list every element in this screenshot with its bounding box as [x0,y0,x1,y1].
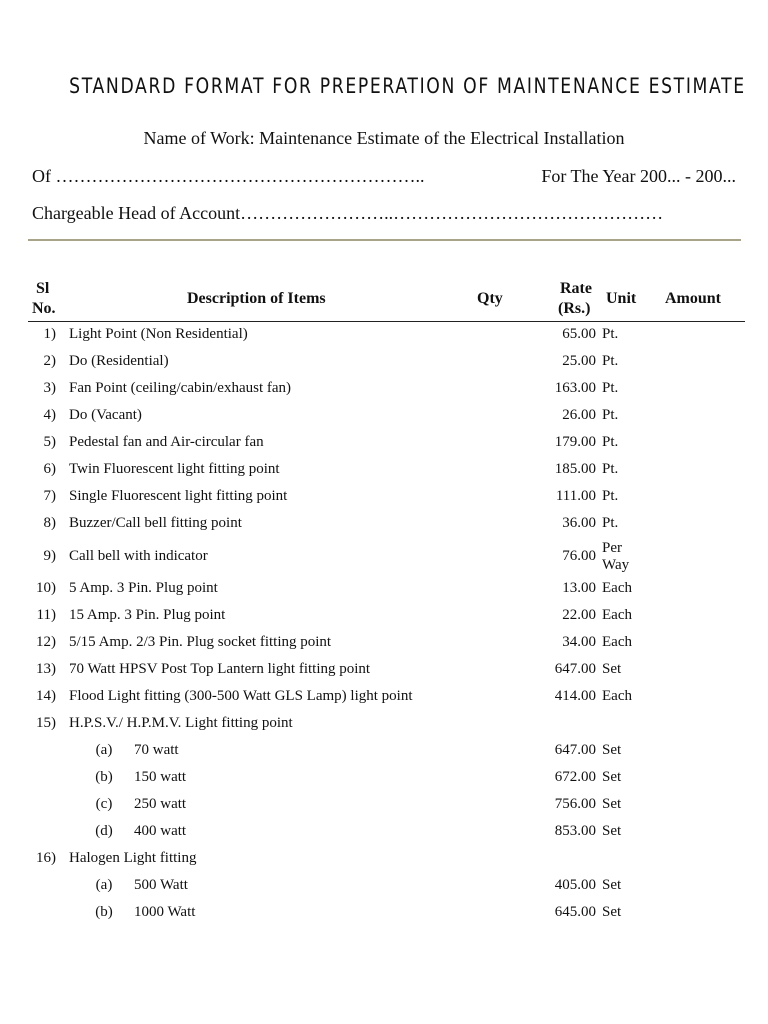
name-of-work: Name of Work: Maintenance Estimate of the Electrical Installation [143,128,625,148]
item-description: Halogen Light fitting [69,850,197,866]
item-unit: Pt. [602,488,619,504]
col-sl-line1: Sl [36,280,50,297]
item-rate: 645.00 [554,904,596,920]
item-description: Fan Point (ceiling/cabin/exhaust fan) [69,380,292,396]
row-number: 2) [43,353,56,369]
item-unit: Pt. [602,407,619,423]
item-unit-line2: Way [602,557,630,573]
col-rate-line1: Rate [560,280,592,297]
chargeable-head: Chargeable Head of Account……………………..……………………………………… [32,203,664,223]
item-rate: 76.00 [562,548,596,564]
table-row [0,407,768,427]
table-row [0,634,768,654]
item-description: 70 watt [134,742,179,758]
item-rate: 65.00 [562,326,596,342]
item-unit: Each [602,580,632,596]
table-row [0,742,768,762]
item-unit: Pt. [602,461,619,477]
table-row [0,607,768,627]
item-description: H.P.S.V./ H.P.M.V. Light fitting point [69,715,293,731]
item-unit: Pt. [602,434,619,450]
item-rate: 36.00 [562,515,596,531]
item-description: 70 Watt HPSV Post Top Lantern light fitting point [69,661,371,677]
item-unit [602,540,629,574]
item-rate: 414.00 [554,688,596,704]
table-header-rule [28,321,745,322]
item-description: Light Point (Non Residential) [69,326,248,342]
col-unit: Unit [606,290,637,307]
item-rate: 756.00 [554,796,596,812]
item-unit: Set [602,661,622,677]
table-row [0,380,768,400]
table-row [0,515,768,535]
of-label: Of …………………………………………………….. [32,166,425,186]
item-description: 500 Watt [134,877,188,893]
item-description: Do (Residential) [69,353,169,369]
item-description: 400 watt [134,823,187,839]
item-description: 150 watt [134,769,187,785]
table-row [0,580,768,600]
row-number: 1) [43,326,56,342]
item-rate: 163.00 [554,380,596,396]
item-rate: 179.00 [554,434,596,450]
item-unit: Each [602,688,632,704]
item-rate: 26.00 [562,407,596,423]
item-description: Twin Fluorescent light fitting point [69,461,280,477]
item-unit: Pt. [602,515,619,531]
item-unit: Set [602,904,622,920]
item-description: 15 Amp. 3 Pin. Plug point [69,607,226,623]
row-number: 8) [43,515,56,531]
item-rate: 13.00 [562,580,596,596]
col-description: Description of Items [187,290,326,307]
item-rate: 853.00 [554,823,596,839]
row-number: 11) [36,607,56,623]
row-number: 15) [36,715,56,731]
col-amount: Amount [665,290,722,307]
sub-item-label: (c) [95,796,113,812]
item-rate: 185.00 [554,461,596,477]
year-label: For The Year 200... - 200... [541,166,736,186]
item-rate: 111.00 [555,488,596,504]
row-number: 12) [36,634,56,650]
row-number: 4) [43,407,56,423]
item-description: Buzzer/Call bell fitting point [69,515,242,531]
item-description: 5/15 Amp. 2/3 Pin. Plug socket fitting point [69,634,332,650]
item-description: Call bell with indicator [69,548,208,564]
row-number: 6) [43,461,56,477]
item-description: 5 Amp. 3 Pin. Plug point [69,580,218,596]
table-row [0,823,768,843]
item-unit: Each [602,634,632,650]
item-unit: Set [602,769,622,785]
item-description: Flood Light fitting (300-500 Watt GLS Lamp) light point [69,688,413,704]
table-row [0,326,768,346]
col-sl-line2: No. [32,300,56,317]
table-row [0,688,768,708]
item-description: Do (Vacant) [69,407,142,423]
table-row [0,461,768,481]
table-row [0,796,768,816]
item-unit: Pt. [602,380,619,396]
item-description: 1000 Watt [134,904,196,920]
row-number: 13) [36,661,56,677]
row-number: 3) [43,380,56,396]
item-rate: 34.00 [562,634,596,650]
item-description: 250 watt [134,796,187,812]
item-unit: Set [602,796,622,812]
item-rate: 647.00 [554,661,596,677]
item-unit: Set [602,877,622,893]
sub-item-label: (a) [95,742,113,758]
table-row [0,769,768,789]
table-row [0,715,768,735]
sub-item-label: (a) [95,877,113,893]
item-unit: Set [602,823,622,839]
item-unit: Set [602,742,622,758]
item-unit-line1: Per [602,540,622,556]
item-description: Pedestal fan and Air-circular fan [69,434,264,450]
item-unit: Each [602,607,632,623]
col-rate-line2: (Rs.) [558,300,591,317]
table-row [0,850,768,870]
row-number: 16) [36,850,56,866]
table-row [0,904,768,924]
header-divider [28,239,741,241]
of-line [32,166,736,187]
row-number: 5) [43,434,56,450]
table-row [0,877,768,897]
table-row [0,488,768,508]
item-unit: Pt. [602,353,619,369]
sub-item-label: (b) [95,904,113,920]
item-rate: 25.00 [562,353,596,369]
table-row [0,661,768,681]
col-qty: Qty [477,290,503,307]
item-rate: 672.00 [554,769,596,785]
row-number: 7) [43,488,56,504]
document-title: STANDARD FORMAT FOR PREPERATION OF MAINTENANCE ESTIMATE [69,74,746,98]
row-number: 9) [43,548,56,564]
item-unit: Pt. [602,326,619,342]
item-description: Single Fluorescent light fitting point [69,488,288,504]
row-number: 10) [36,580,56,596]
sub-item-label: (b) [95,769,113,785]
item-rate: 22.00 [562,607,596,623]
table-row [0,353,768,373]
row-number: 14) [36,688,56,704]
item-rate: 647.00 [554,742,596,758]
item-rate: 405.00 [554,877,596,893]
table-row [0,540,768,573]
table-row [0,434,768,454]
sub-item-label: (d) [95,823,113,839]
